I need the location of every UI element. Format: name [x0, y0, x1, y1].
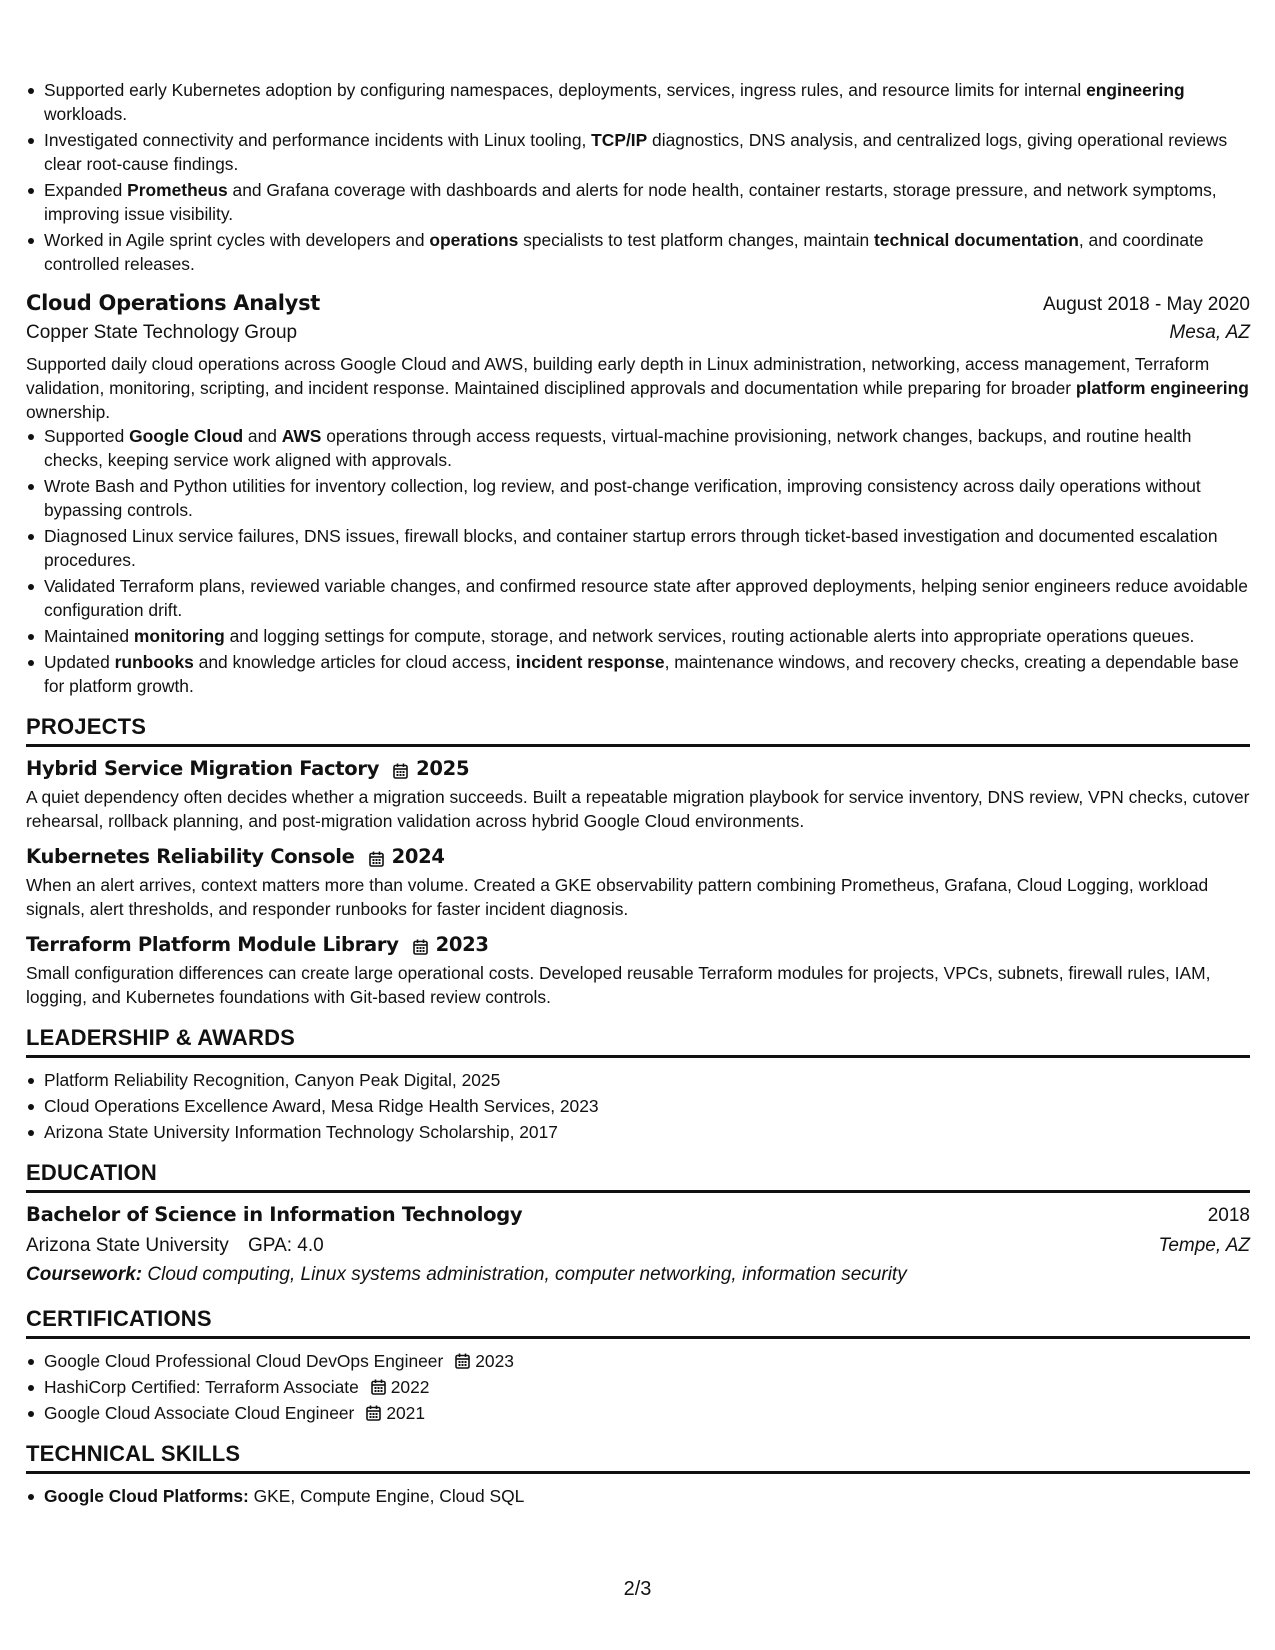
award-item: Platform Reliability Recognition, Canyon Peak Digital, 2025	[26, 1068, 1250, 1092]
section-title: TECHNICAL SKILLS	[26, 1441, 1250, 1474]
bold-keyword: TCP/IP	[591, 130, 648, 150]
degree: Bachelor of Science in Information Technology	[26, 1203, 523, 1226]
page-number: 2/3	[623, 1578, 652, 1600]
bold-keyword: incident response	[515, 652, 665, 672]
school-location: Tempe, AZ	[1158, 1235, 1250, 1256]
bullet-item: Investigated connectivity and performance incidents with Linux tooling, TCP/IP diagnostics, DNS analysis, and centralized logs, giving operational reviews clear root-cause findings.	[26, 128, 1250, 176]
section-title: LEADERSHIP & AWARDS	[26, 1025, 1250, 1058]
award-item: Arizona State University Information Technology Scholarship, 2017	[26, 1120, 1250, 1144]
bullet-item: Expanded Prometheus and Grafana coverage with dashboards and alerts for node health, container restarts, storage pressure, and network symptoms, improving issue visibility.	[26, 178, 1250, 226]
certification-item	[26, 1401, 1250, 1425]
job-company: Copper State Technology Group	[26, 322, 298, 343]
school: Arizona State University	[26, 1235, 229, 1256]
project-year: 2024	[391, 845, 445, 868]
skill-label: Google Cloud Platforms:	[44, 1486, 249, 1506]
certification-name: Google Cloud Professional Cloud DevOps Engineer	[44, 1351, 444, 1371]
project-item	[26, 933, 1250, 1009]
resume-page	[26, 78, 1250, 1510]
job-title: Cloud Operations Analyst	[26, 291, 321, 315]
gpa: GPA: 4.0	[248, 1235, 324, 1256]
coursework-label: Coursework:	[26, 1264, 143, 1285]
skills-section	[26, 1441, 1250, 1508]
certification-name: HashiCorp Certified: Terraform Associate	[44, 1377, 359, 1397]
project-name: Hybrid Service Migration Factory	[26, 757, 380, 780]
awards-section	[26, 1025, 1250, 1144]
project-item	[26, 757, 1250, 833]
certification-name: Google Cloud Associate Cloud Engineer	[44, 1403, 355, 1423]
education-section	[26, 1160, 1250, 1286]
calendar-icon	[366, 1403, 381, 1419]
project-year: 2023	[435, 933, 489, 956]
job-location: Mesa, AZ	[1169, 322, 1250, 343]
bullet-item: Maintained monitoring and logging settings for compute, storage, and network services, routing actionable alerts into appropriate operations queues.	[26, 624, 1250, 648]
bullet-item: Updated runbooks and knowledge articles for cloud access, incident response, maintenance windows, and recovery checks, creating a dependable base for platform growth.	[26, 650, 1250, 698]
project-name: Kubernetes Reliability Console	[26, 845, 355, 868]
previous-job-bullets	[26, 78, 1250, 276]
award-item: Cloud Operations Excellence Award, Mesa Ridge Health Services, 2023	[26, 1094, 1250, 1118]
certifications-section	[26, 1306, 1250, 1425]
calendar-icon	[371, 1377, 386, 1393]
job-summary: Supported daily cloud operations across Google Cloud and AWS, building early depth in Linux administration, networking, access management, Terraform validation, monitoring, scripting, and incident response. Maintained disciplined approvals and documentation while preparing for broader platform engineering ownership.	[26, 354, 1249, 422]
section-title: EDUCATION	[26, 1160, 1250, 1193]
project-description: When an alert arrives, context matters more than volume. Created a GKE observability pattern combining Prometheus, Grafana, Cloud Logging, workload signals, alert thresholds, and responder runbooks for faster incident diagnosis.	[26, 875, 1209, 919]
project-description: A quiet dependency often decides whether a migration succeeds. Built a repeatable migration playbook for service inventory, DNS review, VPN checks, cutover rehearsal, rollback planning, and post-migration validation across hybrid Google Cloud environments.	[26, 787, 1250, 831]
bold-keyword: runbooks	[114, 652, 194, 672]
calendar-icon	[393, 761, 408, 777]
certification-item	[26, 1375, 1250, 1399]
bold-keyword: Prometheus	[127, 180, 228, 200]
projects-section	[26, 714, 1250, 1009]
skill-value: GKE, Compute Engine, Cloud SQL	[248, 1486, 525, 1506]
calendar-icon	[369, 849, 384, 865]
calendar-icon	[413, 937, 428, 953]
bullet-item: Validated Terraform plans, reviewed variable changes, and confirmed resource state after approved deployments, helping senior engineers reduce avoidable configuration drift.	[26, 574, 1250, 622]
job-bullets	[26, 424, 1250, 698]
bold-keyword: operations	[429, 230, 519, 250]
bullet-item: Worked in Agile sprint cycles with developers and operations specialists to test platform changes, maintain technical documentation, and coordinate controlled releases.	[26, 228, 1250, 276]
bold-keyword: AWS	[281, 426, 322, 446]
bold-keyword: platform engineering	[1075, 378, 1249, 398]
graduation-year: 2018	[1207, 1205, 1250, 1226]
skill-item	[26, 1484, 1250, 1508]
bold-keyword: monitoring	[133, 626, 225, 646]
project-year: 2025	[416, 757, 470, 780]
bold-keyword: engineering	[1086, 80, 1185, 100]
job-entry	[26, 291, 1250, 698]
coursework-text: Cloud computing, Linux systems administration, computer networking, information security	[142, 1264, 907, 1285]
bullet-item: Wrote Bash and Python utilities for inventory collection, log review, and post-change verification, improving consistency across daily operations without bypassing controls.	[26, 474, 1250, 522]
section-title: CERTIFICATIONS	[26, 1306, 1250, 1339]
bold-keyword: Google Cloud	[129, 426, 244, 446]
coursework	[26, 1264, 1250, 1286]
certification-year: 2021	[386, 1403, 426, 1423]
job-dates: August 2018 - May 2020	[1042, 294, 1250, 315]
bold-keyword: technical documentation	[874, 230, 1079, 250]
project-name: Terraform Platform Module Library	[26, 933, 399, 956]
bullet-item: Diagnosed Linux service failures, DNS issues, firewall blocks, and container startup errors through ticket-based investigation and documented escalation procedures.	[26, 524, 1250, 572]
project-description: Small configuration differences can create large operational costs. Developed reusable Terraform modules for projects, VPCs, subnets, firewall rules, IAM, logging, and Kubernetes foundations with Git-based review controls.	[26, 963, 1211, 1007]
certification-year: 2022	[390, 1377, 430, 1397]
section-title: PROJECTS	[26, 714, 1250, 747]
bullet-item: Supported Google Cloud and AWS operations through access requests, virtual-machine provisioning, network changes, backups, and routine health checks, keeping service work aligned with approvals.	[26, 424, 1250, 472]
bullet-item: Supported early Kubernetes adoption by configuring namespaces, deployments, services, ingress rules, and resource limits for internal engineering workloads.	[26, 78, 1250, 126]
certification-year: 2023	[475, 1351, 514, 1371]
calendar-icon	[455, 1351, 470, 1367]
certification-item	[26, 1349, 1250, 1373]
project-item	[26, 845, 1250, 921]
